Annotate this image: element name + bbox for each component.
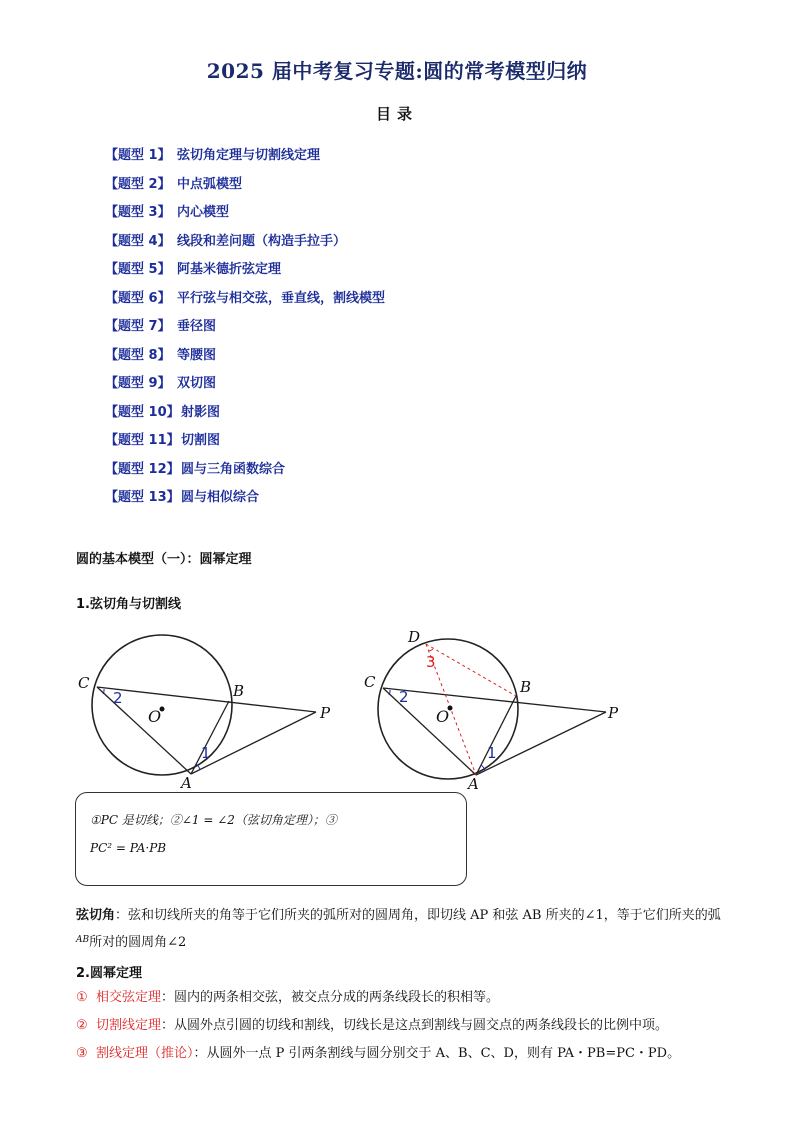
label-b: B bbox=[520, 678, 532, 696]
table-of-contents bbox=[105, 146, 385, 517]
toc-text: 垂径图 bbox=[177, 319, 217, 334]
theorem-item bbox=[76, 986, 680, 1014]
toc-item-7[interactable] bbox=[105, 317, 385, 346]
arc-ab-label: AB bbox=[76, 935, 90, 945]
toc-item-8[interactable] bbox=[105, 346, 385, 375]
toc-item-12[interactable] bbox=[105, 460, 385, 489]
theorem-text: ：从圆外点引圆的切线和割线，切线长是这点到割线与圆交点的两条线段长的比例中项。 bbox=[161, 1018, 669, 1033]
label-angle-2: 2 bbox=[113, 689, 123, 707]
dashed-db bbox=[426, 644, 516, 696]
label-b: B bbox=[233, 682, 245, 700]
toc-tag: 【题型 3】 bbox=[105, 205, 171, 220]
secant-line-cp bbox=[383, 688, 606, 712]
label-angle-2: 2 bbox=[399, 688, 409, 706]
label-o: O bbox=[148, 707, 162, 726]
toc-tag: 【题型 2】 bbox=[105, 176, 171, 192]
note-line-2: PC² = PA·PB bbox=[90, 841, 167, 855]
theorem-list bbox=[76, 986, 680, 1070]
toc-item-3[interactable] bbox=[105, 203, 385, 232]
figure-tangent-chord-left bbox=[70, 630, 340, 790]
angle2-arc bbox=[389, 690, 390, 695]
toc-heading: 目录 bbox=[375, 105, 418, 123]
label-angle-3: 3 bbox=[426, 653, 436, 671]
toc-text: 内心模型 bbox=[177, 205, 230, 220]
note-box bbox=[75, 792, 467, 886]
theorem-text: ：圆内的两条相交弦，被交点分成的两条线段长的积相等。 bbox=[161, 990, 500, 1005]
toc-item-4[interactable] bbox=[105, 232, 385, 261]
label-o: O bbox=[436, 707, 450, 726]
toc-text: 阿基米德折弦定理 bbox=[177, 262, 282, 277]
toc-text: 圆与三角函数综合 bbox=[181, 461, 286, 477]
paragraph-text-b: 所对的圆周角∠2 bbox=[89, 935, 187, 950]
label-p: P bbox=[320, 704, 331, 722]
toc-tag: 【题型 7】 bbox=[105, 319, 171, 334]
term-tangent-chord-angle: 弦切角 bbox=[76, 908, 116, 923]
toc-item-11[interactable] bbox=[105, 431, 385, 460]
theorem-text: ：从圆外一点 P 引两条割线与圆分别交于 A、B、C、D，则有 PA・PB=PC・PD。 bbox=[193, 1046, 681, 1061]
theorem-number: ③ bbox=[76, 1046, 88, 1061]
label-c: C bbox=[364, 673, 376, 691]
secant-line-cp bbox=[97, 687, 316, 712]
note-line-1: ①PC 是切线；②∠1 = ∠2（弦切角定理）；③ bbox=[90, 813, 337, 827]
label-p: P bbox=[608, 704, 619, 722]
tangent-ap bbox=[191, 712, 316, 774]
theorem-number: ① bbox=[76, 990, 88, 1005]
toc-tag: 【题型 5】 bbox=[105, 262, 171, 277]
toc-item-13[interactable] bbox=[105, 488, 385, 517]
toc-item-9[interactable] bbox=[105, 374, 385, 403]
chord-ca bbox=[97, 687, 191, 774]
toc-text: 圆与相似综合 bbox=[181, 490, 260, 505]
chord-ca bbox=[383, 688, 476, 775]
angle2-arc bbox=[103, 689, 104, 694]
theorem-name: 割线定理（推论） bbox=[96, 1046, 194, 1061]
toc-tag: 【题型 1】 bbox=[105, 148, 171, 163]
label-c: C bbox=[78, 674, 90, 692]
theorem-item bbox=[76, 1042, 680, 1070]
label-a: A bbox=[181, 774, 192, 790]
toc-tag: 【题型 13】 bbox=[105, 490, 180, 505]
label-d: D bbox=[408, 628, 421, 646]
toc-text: 线段和差问题（构造手拉手） bbox=[177, 233, 347, 249]
toc-tag: 【题型 6】 bbox=[105, 290, 171, 306]
toc-tag: 【题型 12】 bbox=[105, 461, 180, 477]
angle3-arc bbox=[429, 649, 433, 651]
toc-text: 中点弧模型 bbox=[177, 176, 243, 192]
toc-text: 弦切角定理与切割线定理 bbox=[177, 148, 321, 163]
toc-tag: 【题型 8】 bbox=[105, 347, 171, 363]
theorem-name: 切割线定理 bbox=[96, 1018, 162, 1033]
tangent-chord-angle-paragraph bbox=[76, 904, 724, 955]
toc-text: 射影图 bbox=[181, 404, 221, 420]
toc-tag: 【题型 4】 bbox=[105, 233, 171, 249]
toc-item-6[interactable] bbox=[105, 289, 385, 318]
sub-heading-power-of-point: 2.圆幂定理 bbox=[76, 966, 142, 981]
theorem-number: ② bbox=[76, 1018, 88, 1033]
toc-item-10[interactable] bbox=[105, 403, 385, 432]
figure-tangent-chord-right bbox=[360, 622, 640, 792]
page-title: 2025 届中考复习专题:圆的常考模型归纳 bbox=[206, 59, 588, 83]
chord-ab bbox=[476, 696, 516, 775]
toc-tag: 【题型 9】 bbox=[105, 376, 171, 391]
toc-item-5[interactable] bbox=[105, 260, 385, 289]
sub-heading-tangent-chord: 1.弦切角与切割线 bbox=[76, 597, 181, 612]
toc-item-2[interactable] bbox=[105, 175, 385, 204]
toc-text: 等腰图 bbox=[177, 347, 217, 363]
toc-tag: 【题型 10】 bbox=[105, 404, 180, 420]
toc-tag: 【题型 11】 bbox=[105, 433, 180, 448]
toc-text: 平行弦与相交弦，垂直线，割线模型 bbox=[177, 290, 386, 306]
label-angle-1: 1 bbox=[201, 744, 211, 762]
paragraph-text-a: ：弦和切线所夹的角等于它们所夹的弧所对的圆周角，即切线 AP 和弦 AB 所夹的∠1，等于它们所夹的弧 bbox=[115, 908, 721, 923]
theorem-item bbox=[76, 1014, 680, 1042]
theorem-name: 相交弦定理 bbox=[96, 990, 162, 1005]
label-angle-1: 1 bbox=[487, 744, 497, 762]
section-heading: 圆的基本模型（一）：圆幂定理 bbox=[76, 552, 252, 567]
toc-text: 双切图 bbox=[177, 376, 217, 391]
toc-item-1[interactable] bbox=[105, 146, 385, 175]
toc-text: 切割图 bbox=[181, 433, 221, 448]
label-a: A bbox=[468, 775, 479, 792]
